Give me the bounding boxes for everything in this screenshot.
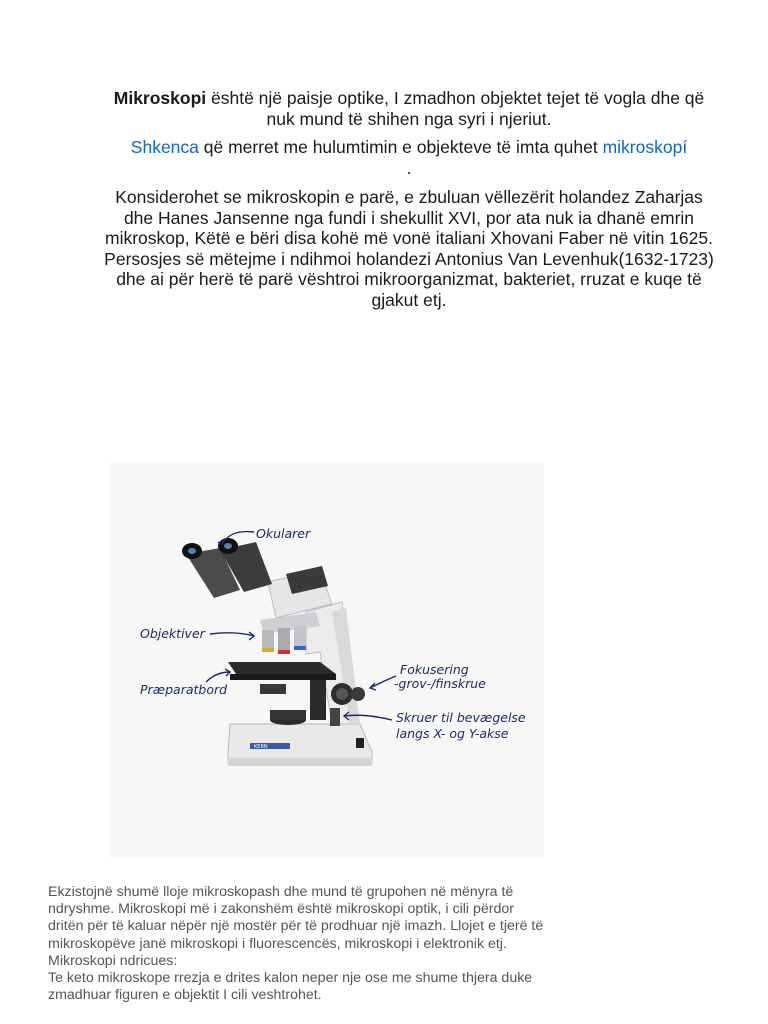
label-okularer: Okularer bbox=[256, 526, 311, 541]
label-fokusering: Fokusering bbox=[400, 662, 469, 677]
arrow-fokusering bbox=[370, 676, 396, 688]
term-mikroskopi: Mikroskopi bbox=[113, 88, 207, 108]
link-shkenca[interactable]: Shkenca bbox=[130, 137, 199, 157]
intro-definition: është një paisje optike, I zmadhon objektet tejet të vogla dhe që nuk mund të shihen nga syri i njeriut. bbox=[206, 88, 705, 129]
label-fokusering-sub: -grov-/finskrue bbox=[394, 676, 486, 691]
arrow-preparatbord bbox=[206, 672, 230, 682]
history-paragraph: Konsiderohet se mikroskopin e parë, e zbuluan vëllezërit holandez Zaharjas dhe Hanes Jansenne nga fundi i shekullit XVI, por ata nuk ia dhanë emrin mikroskop, Këtë e bëri disa kohë më vonë italiani Xhovani Faber në vitin 1625. Persosjes së mëtejme i ndihmoi holandezi Antonius Van Levenhuk(1632-1723) dhe ai për herë të parë vështroi mikroorganizmat, bakteriet, rruzat e kuqe të gjakut etj. bbox=[104, 187, 714, 310]
label-skruer-sub: langs X- og Y-akse bbox=[396, 726, 509, 741]
microscope-types-text: Ekzistojnë shumë lloje mikroskopash dhe mund të grupohen në mënyra të ndryshme. Mikroskopi më i zakonshëm është mikroskopi optik, i cili përdor dritën për të kaluar nëpër një mostër për të prodhuar një imazh. Llojet e tjerë të mikroskopëve janë mikroskopi i fluorescencës, mikroskopi i elektronik etj. Mikroskopi ndricues: Te keto mikroskope rrezja e drites kalon neper nje ose me shume thjera duke zmadhuar figuren e objektit I cili veshtrohet. bbox=[48, 884, 544, 1004]
science-paragraph bbox=[100, 137, 718, 178]
science-trailing-dot: . bbox=[406, 157, 412, 178]
intro-paragraph bbox=[100, 88, 718, 129]
arrow-objektiver bbox=[210, 633, 254, 636]
microscope-figure bbox=[110, 462, 544, 858]
link-mikroskopi[interactable]: mikroskopí bbox=[602, 137, 688, 157]
microscope-illustration bbox=[110, 462, 544, 858]
science-middle-text: që merret me hulumtimin e objekteve të imta quhet bbox=[198, 137, 603, 157]
label-objektiver: Objektiver bbox=[140, 626, 205, 641]
label-preparatbord: Præparatbord bbox=[140, 682, 228, 697]
brand-label: KERN bbox=[254, 744, 268, 750]
label-skruer: Skruer til bevægelse bbox=[396, 710, 526, 725]
